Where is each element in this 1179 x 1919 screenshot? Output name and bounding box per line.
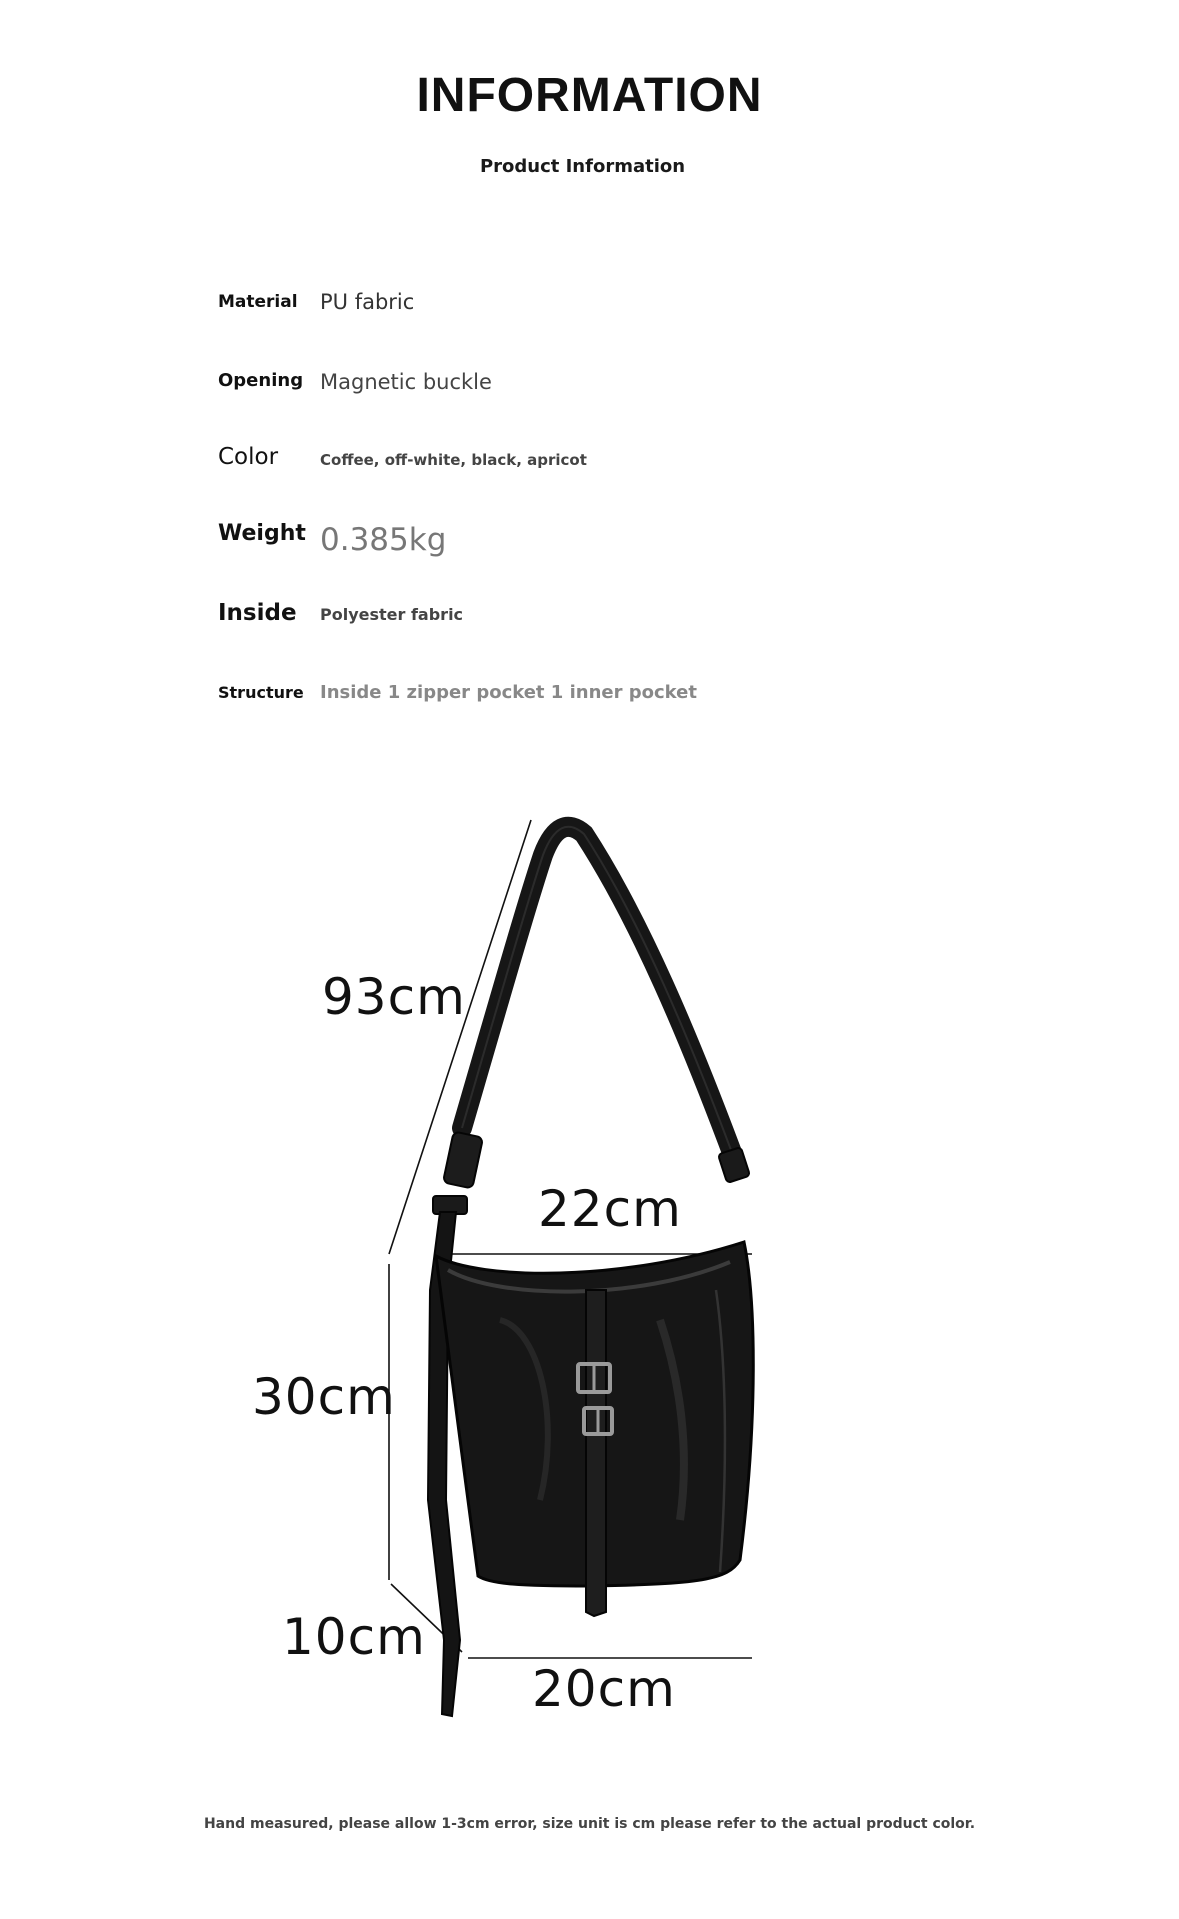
page-title: INFORMATION [416, 69, 763, 122]
height-label: 30cm [252, 1368, 396, 1426]
spec-label-material: Material [218, 292, 298, 312]
spec-label-structure: Structure [218, 683, 304, 702]
spec-label-weight: Weight [218, 521, 306, 546]
strap-length-label: 93cm [322, 968, 466, 1026]
spec-value-opening: Magnetic buckle [320, 370, 492, 394]
depth-label: 10cm [282, 1608, 426, 1666]
spec-label-opening: Opening [218, 370, 304, 391]
page-subtitle: Product Information [479, 156, 686, 177]
bottom-width-label: 20cm [532, 1660, 676, 1718]
top-width-label: 22cm [538, 1180, 682, 1238]
spec-label-color: Color [218, 444, 279, 470]
bag-body [436, 1242, 753, 1616]
spec-value-color: Coffee, off-white, black, apricot [320, 451, 587, 469]
footnote: Hand measured, please allow 1-3cm error, size unit is cm please refer to the actual product color. [203, 1816, 976, 1832]
spec-value-structure: Inside 1 zipper pocket 1 inner pocket [320, 682, 697, 703]
spec-value-inside: Polyester fabric [320, 605, 464, 624]
spec-value-weight: 0.385kg [320, 522, 447, 558]
spec-value-material: PU fabric [320, 290, 415, 314]
spec-label-inside: Inside [218, 600, 297, 626]
strap-measure-line [389, 820, 531, 1254]
